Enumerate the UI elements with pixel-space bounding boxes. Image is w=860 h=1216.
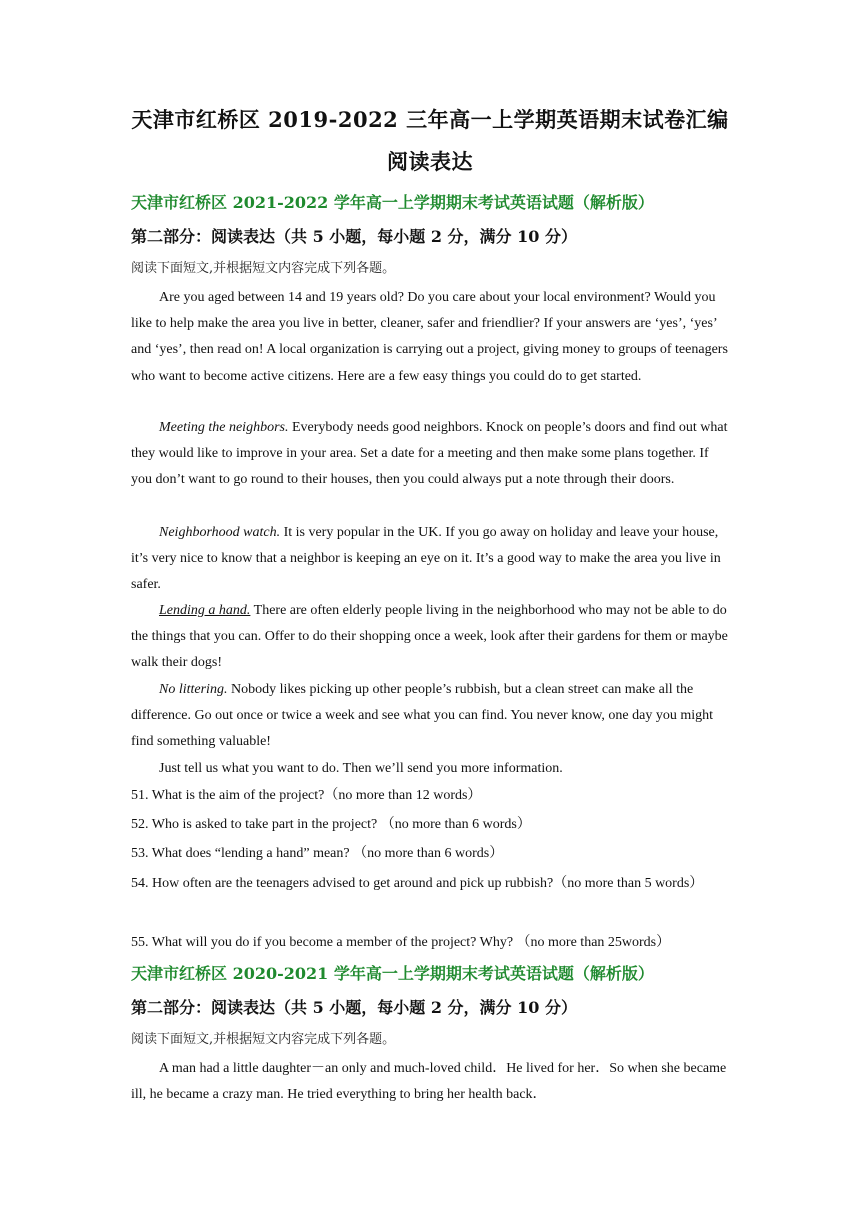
paragraph-lead-italic: Neighborhood watch. xyxy=(159,525,281,540)
paragraph-body: It is very popular in the UK. If you go away on holiday and leave your house, it’s very nice to know that a neighbor is keeping an eye on it. It’s a good way to make the area you live in safer. xyxy=(131,525,721,593)
paragraph-lead-italic: Meeting the neighbors. xyxy=(159,420,289,435)
instruction-text: 阅读下面短文,并根据短文内容完成下列各题。 xyxy=(131,1032,396,1047)
passage-paragraph xyxy=(131,415,729,494)
passage-paragraph: Are you aged between 14 and 19 years old? Do you care about your local environment? Would you like to help make the area you live in better, cleaner, safer and friendlier? If your answers are ‘yes’, ‘yes’ and ‘yes’, then read on! A local organization is carrying out a project, giving money to groups of teenagers who want to become active citizens. Here are a few easy things you could do to get started. xyxy=(131,290,728,384)
passage-paragraph: A man had a little daughter－an only and much-loved child．He lived for her．So when she became ill, he became a crazy man. He tried everything to bring her health back． xyxy=(131,1061,727,1103)
question-54: 54. How often are the teenagers advised to get around and pick up rubbish?（no more than 5 words） xyxy=(131,876,704,891)
passage-paragraph xyxy=(131,520,729,599)
document-subtitle: 阅读表达 xyxy=(387,149,473,174)
paragraph-lead-underlined: Lending a hand. xyxy=(159,603,251,618)
paragraph-body: Everybody needs good neighbors. Knock on people’s doors and find out what they would like to improve in your area. Set a date for a meeting and then make some plans together. If you don’t want to go round to their houses, then you could always put a note through their doors. xyxy=(131,420,728,488)
instruction-text: 阅读下面短文,并根据短文内容完成下列各题。 xyxy=(131,261,396,276)
paragraph-lead-italic: No littering. xyxy=(159,682,228,697)
passage-paragraph xyxy=(131,677,729,756)
passage-paragraph: Just tell us what you want to do. Then we’ll send you more information. xyxy=(159,761,563,776)
part-heading: 第二部分：阅读表达（共 5 小题，每小题 2 分，满分 10 分） xyxy=(131,227,577,246)
question-51: 51. What is the aim of the project?（no more than 12 words） xyxy=(131,788,482,803)
part-heading: 第二部分：阅读表达（共 5 小题，每小题 2 分，满分 10 分） xyxy=(131,998,577,1017)
section-heading-2021-2022: 天津市红桥区 2021-2022 学年高一上学期期末考试英语试题（解析版） xyxy=(131,193,654,212)
question-53: 53. What does “lending a hand” mean? （no more than 6 words） xyxy=(131,846,504,861)
paragraph-body: Nobody likes picking up other people’s rubbish, but a clean street can make all the difference. Go out once or twice a week and see what you can find. You never know, one day you might find something valuable! xyxy=(131,682,713,750)
question-52: 52. Who is asked to take part in the project? （no more than 6 words） xyxy=(131,817,531,832)
question-55: 55. What will you do if you become a member of the project? Why? （no more than 25words） xyxy=(131,935,671,950)
paragraph-body: There are often elderly people living in the neighborhood who may not be able to do the things that you can. Offer to do their shopping once a week, look after their gardens for them or maybe walk their dogs! xyxy=(131,603,728,671)
passage-paragraph xyxy=(131,598,729,677)
document-title: 天津市红桥区 2019-2022 三年高一上学期英语期末试卷汇编 xyxy=(131,107,729,132)
section-heading-2020-2021: 天津市红桥区 2020-2021 学年高一上学期期末考试英语试题（解析版） xyxy=(131,964,654,983)
